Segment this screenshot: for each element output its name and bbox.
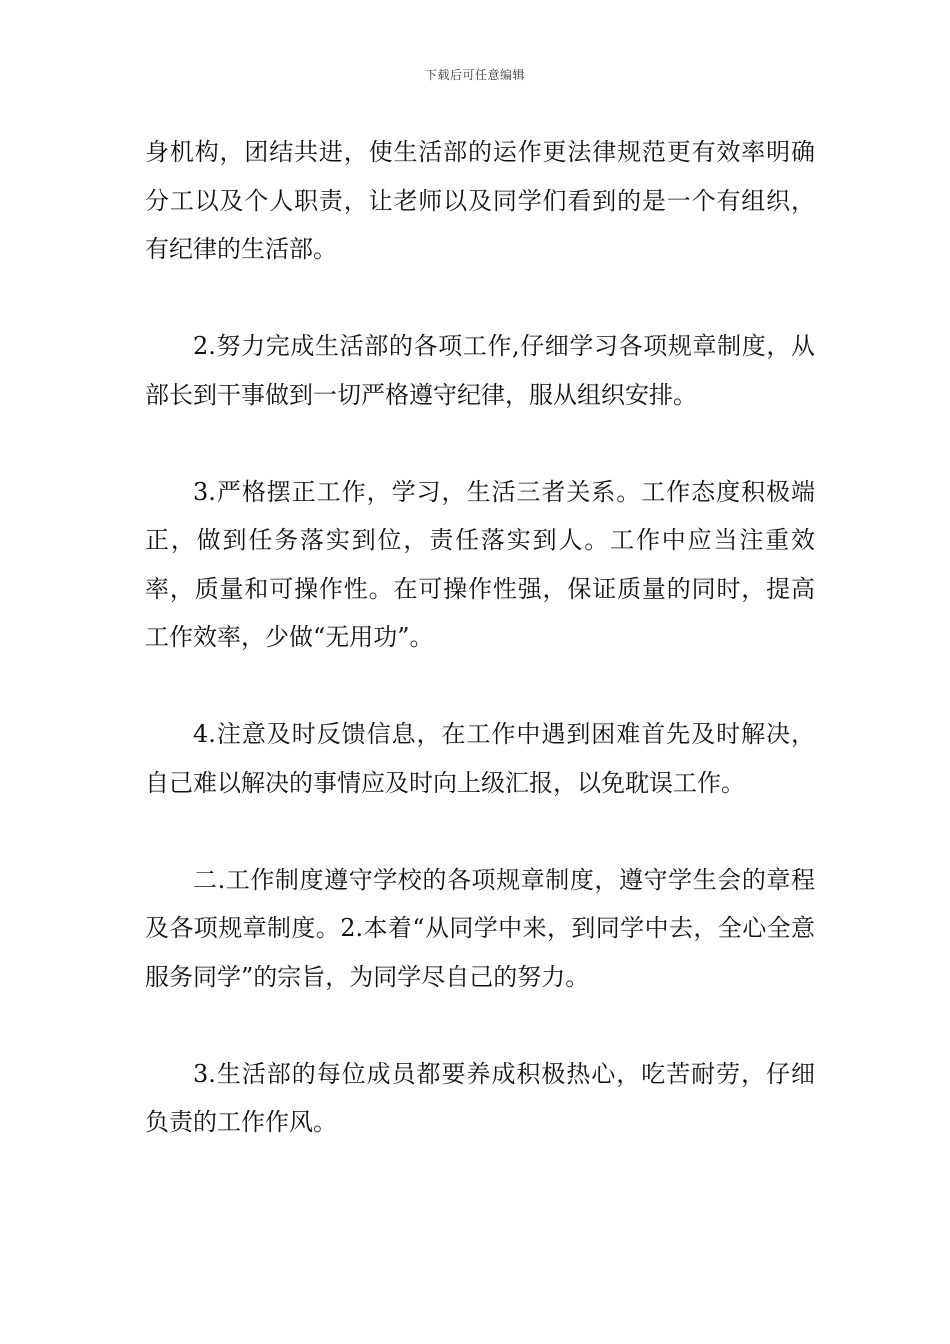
paragraph-continuation: 身机构，团结共进，使生活部的运作更法律规范更有效率明确分工以及个人职责，让老师以及同学们看到的是一个有组织，有纪律的生活部。 <box>145 138 815 263</box>
paragraph-section-2: 二.工作制度遵守学校的各项规章制度，遵守学生会的章程及各项规章制度。2.本着“从同学中来，到同学中去，全心全意服务同学”的宗旨，为同学尽自己的努力。 <box>145 865 815 991</box>
paragraph-item-4: 4.注意及时反馈信息，在工作中遇到困难首先及时解决，自己难以解决的事情应及时向上级汇报，以免耽误工作。 <box>145 720 815 797</box>
paragraph-item-3-work-style: 3.生活部的每位成员都要养成积极热心，吃苦耐劳，仔细负责的工作作风。 <box>145 1059 815 1136</box>
document-body <box>145 128 815 1195</box>
paragraph-item-2: 2.努力完成生活部的各项工作,仔细学习各项规章制度，从部长到干事做到一切严格遵守纪律，服从组织安排。 <box>145 332 815 409</box>
page-header: 下载后可任意编辑 <box>424 68 525 82</box>
paragraph-item-3: 3.严格摆正工作，学习，生活三者关系。工作态度积极端正，做到任务落实到位，责任落实到人。工作中应当注重效率，质量和可操作性。在可操作性强，保证质量的同时，提高工作效率，少做“无用功”。 <box>145 477 815 651</box>
